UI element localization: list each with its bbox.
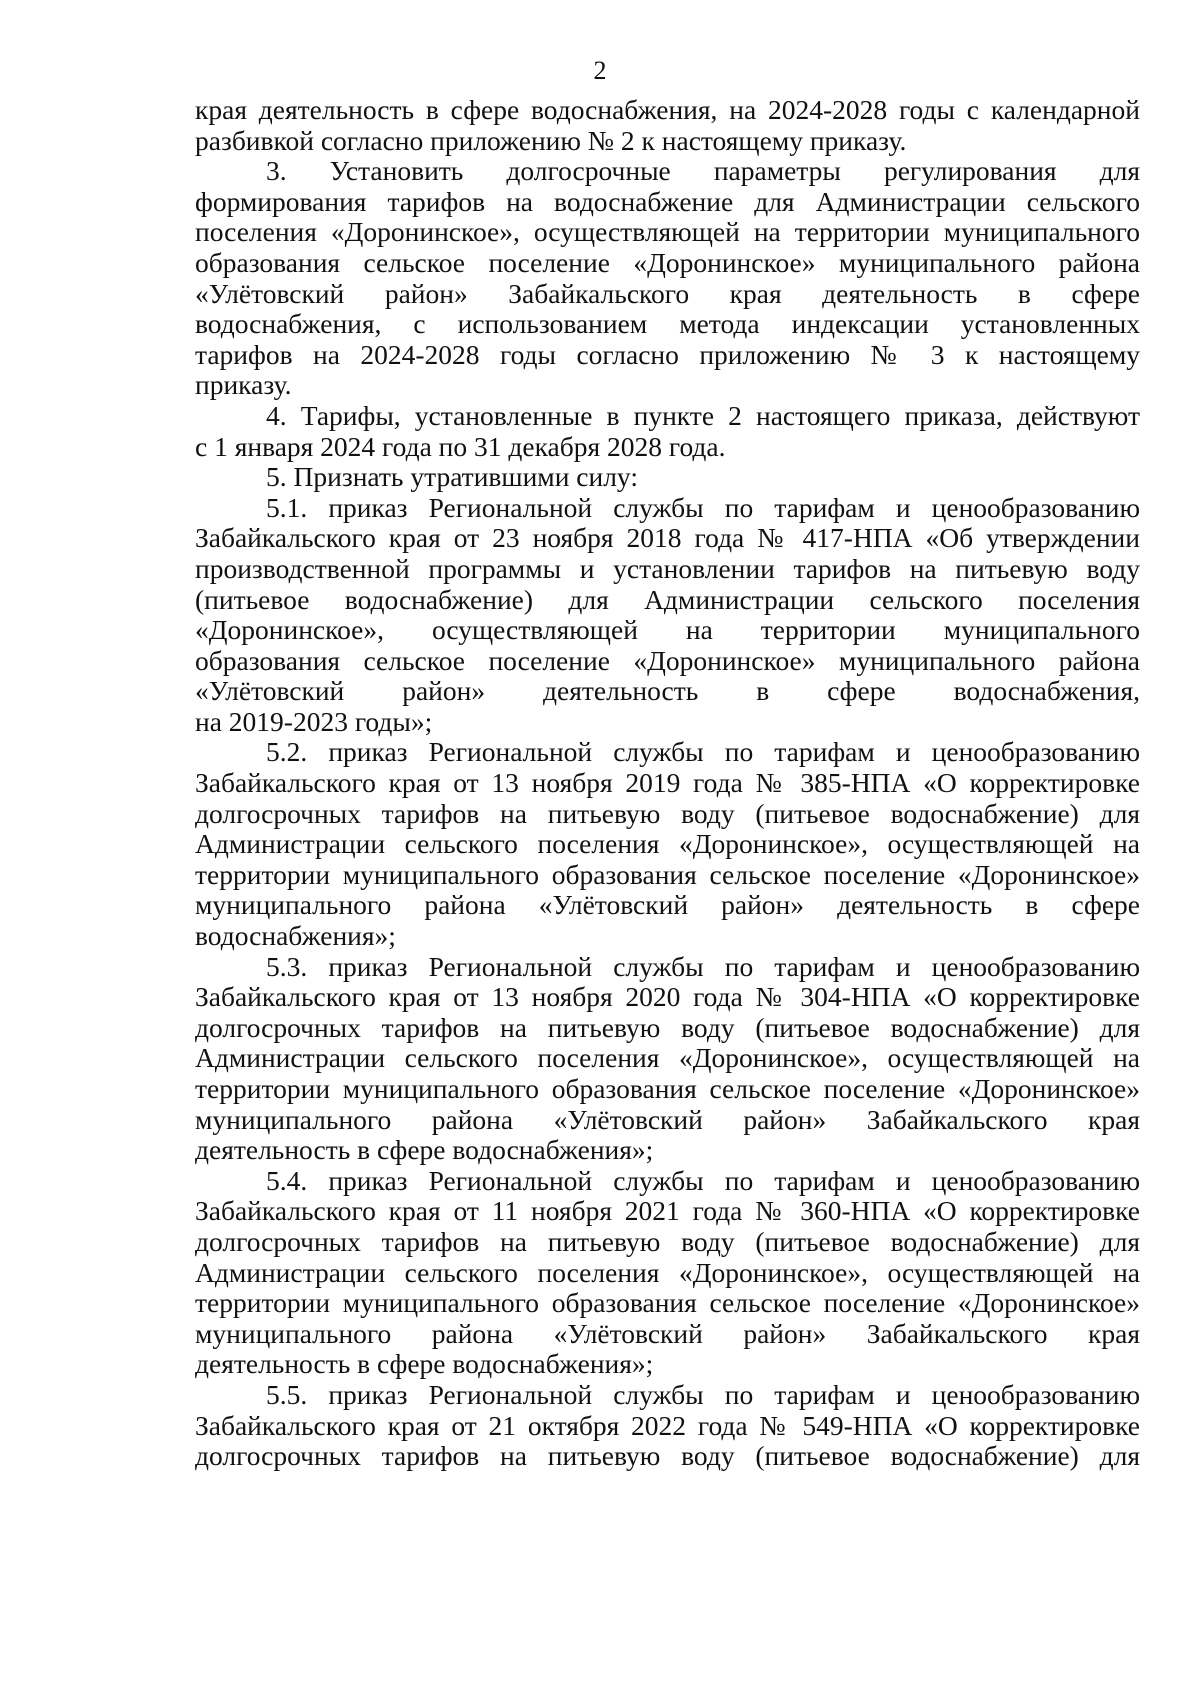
text-line: Администрации сельского поселения «Доронинское», осуществляющей на [195,1256,1140,1288]
text-line: территории муниципального образования сельское поселение «Доронинское» [195,1287,1140,1319]
text-line: долгосрочных тарифов на питьевую воду (питьевое водоснабжение) для [195,1011,1140,1043]
text-line: Забайкальского края от 23 ноября 2018 года № 417-НПА «Об утверждении [195,522,1140,554]
text-line: 5.2. приказ Региональной службы по тарифам и ценообразованию [266,736,1140,768]
text-line: Забайкальского края от 13 ноября 2020 года № 304-НПА «О корректировке [195,981,1140,1013]
text-line: с 1 января 2024 года по 31 декабря 2028 года. [195,430,726,462]
text-line: муниципального района «Улётовский район» Забайкальского края [195,1103,1140,1135]
text-line: Забайкальского края от 13 ноября 2019 года № 385-НПА «О корректировке [195,767,1140,799]
text-line: долгосрочных тарифов на питьевую воду (питьевое водоснабжение) для [195,1225,1140,1257]
text-line: 5.3. приказ Региональной службы по тарифам и ценообразованию [266,950,1140,982]
page-number: 2 [593,56,607,85]
text-line: водоснабжения»; [195,920,396,952]
text-line: территории муниципального образования сельское поселение «Доронинское» [195,1073,1140,1104]
text-line: «Улётовский район» Забайкальского края деятельность в сфере [195,277,1140,309]
text-line: тарифов на 2024-2028 годы согласно приложению № 3 к настоящему [195,338,1140,370]
text-line: 5.5. приказ Региональной службы по тарифам и ценообразованию [266,1378,1140,1410]
text-line: Забайкальского края от 11 ноября 2021 года № 360-НПА «О корректировке [195,1195,1140,1227]
text-line: 5.1. приказ Региональной службы по тарифам и ценообразованию [266,491,1140,523]
text-line: края деятельность в сфере водоснабжения, на 2024-2028 годы с календарной [195,94,1140,125]
text-line: Администрации сельского поселения «Доронинское», осуществляющей на [195,1042,1140,1074]
text-line: разбивкой согласно приложению № 2 к настоящему приказу. [195,124,907,156]
text-line: образования сельское поселение «Доронинское» муниципального района [195,644,1140,676]
text-line: деятельность в сфере водоснабжения»; [195,1134,654,1166]
text-line: производственной программы и установлении тарифов на питьевую воду [195,552,1140,584]
text-line: «Улётовский район» деятельность в сфере водоснабжения, [195,675,1140,707]
text-line: (питьевое водоснабжение) для Администрации сельского поселения [195,583,1140,615]
text-line: на 2019-2023 годы»; [195,705,433,737]
text-line: 5. Признать утратившими силу: [266,461,638,493]
text-line: водоснабжения, с использованием метода индексации установленных [195,308,1140,340]
text-line: муниципального района «Улётовский район» деятельность в сфере [195,889,1140,921]
text-line: образования сельское поселение «Доронинское» муниципального района [195,246,1140,278]
text-line: «Доронинское», осуществляющей на территории муниципального [195,614,1140,646]
text-line: долгосрочных тарифов на питьевую воду (питьевое водоснабжение) для [195,1440,1140,1472]
text-line: 5.4. приказ Региональной службы по тарифам и ценообразованию [266,1164,1140,1196]
text-line: Забайкальского края от 21 октября 2022 года № 549-НПА «О корректировке [195,1409,1140,1441]
text-line: приказу. [195,369,292,401]
text-line: 3. Установить долгосрочные параметры регулирования для [266,155,1140,187]
document-body [195,95,1140,1472]
text-line: 4. Тарифы, установленные в пункте 2 настоящего приказа, действуют [266,399,1140,431]
text-line: долгосрочных тарифов на питьевую воду (питьевое водоснабжение) для [195,797,1140,829]
text-line: деятельность в сфере водоснабжения»; [195,1348,654,1380]
text-line: Администрации сельского поселения «Доронинское», осуществляющей на [195,828,1140,860]
text-line: поселения «Доронинское», осуществляющей на территории муниципального [195,216,1140,248]
text-line: формирования тарифов на водоснабжение для Администрации сельского [195,185,1140,217]
text-line: территории муниципального образования сельское поселение «Доронинское» [195,858,1140,890]
text-line: муниципального района «Улётовский район» Забайкальского края [195,1317,1140,1349]
